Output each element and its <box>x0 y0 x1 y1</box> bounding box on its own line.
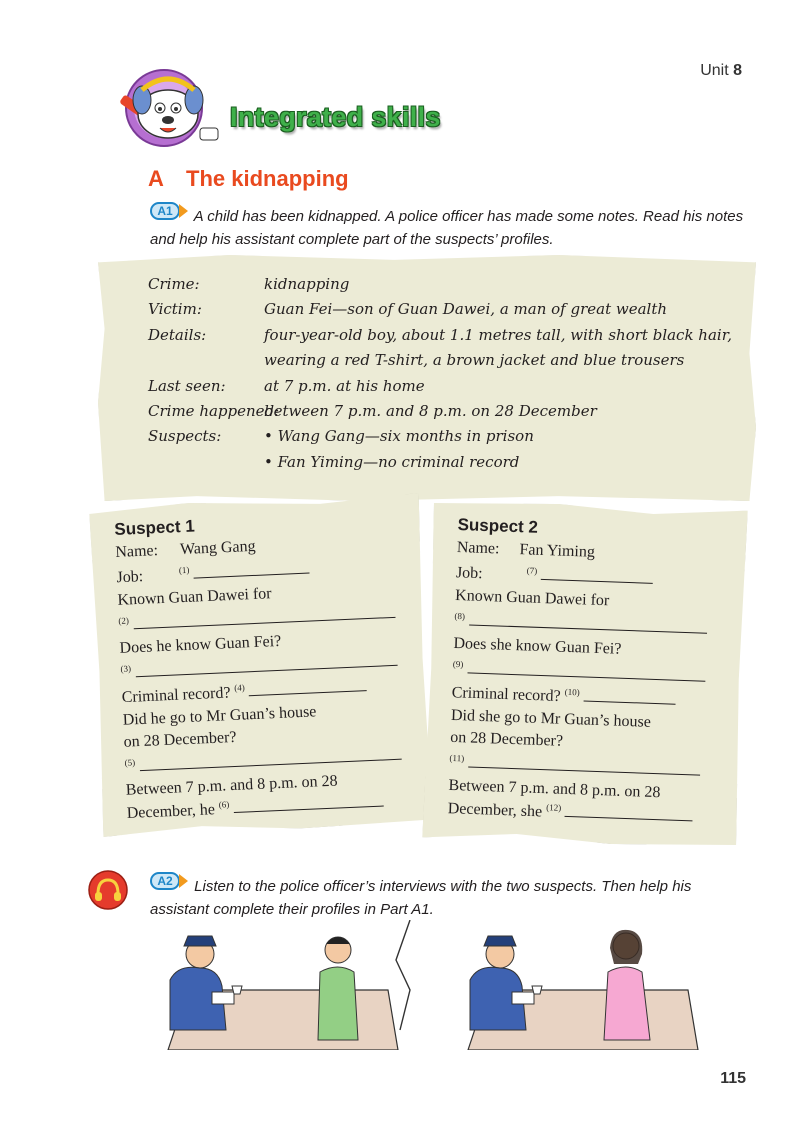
a1-instruction-block <box>150 201 750 251</box>
headphones-icon <box>88 870 128 910</box>
answer-blank-9[interactable] <box>467 661 705 682</box>
notes-value: • Fan Yiming—no criminal record <box>264 452 520 471</box>
suspect1-between-text: Between 7 p.m. and 8 p.m. on 28 <box>125 772 338 799</box>
a2-instruction: Listen to the police officer’s interviews with the two suspects. Then help his assistant complete their profiles in Part A1. <box>150 878 692 918</box>
answer-blank-3[interactable] <box>135 653 397 677</box>
blank-number: (4) <box>234 682 245 693</box>
job-label: Job: <box>455 564 483 583</box>
a2-tag <box>150 871 190 891</box>
answer-blank-2[interactable] <box>133 605 395 629</box>
notes-value: between 7 p.m. and 8 p.m. on 28 December <box>264 402 597 421</box>
blank-number: (6) <box>218 799 230 810</box>
notes-label <box>148 450 264 475</box>
suspect1-known-row <box>118 604 395 635</box>
unit-number: 8 <box>733 62 742 79</box>
suspect2-job-row <box>456 563 654 589</box>
suspect2-name: Fan Yiming <box>519 541 596 561</box>
blank-number: (11) <box>449 752 465 764</box>
play-arrow-icon <box>179 874 188 888</box>
notes-label: Crime: <box>148 275 200 293</box>
answer-blank-8[interactable] <box>469 613 707 634</box>
blank-number: (10) <box>564 686 580 698</box>
name-label: Name: <box>115 542 159 561</box>
notes-value: Guan Fei—son of Guan Dawei, a man of great wealth <box>264 300 668 319</box>
interview-scenes-illustration <box>148 920 748 1050</box>
notes-row <box>148 323 732 348</box>
a1-tag <box>150 201 190 221</box>
answer-blank-12[interactable] <box>565 804 693 821</box>
answer-blank-5[interactable] <box>139 747 401 771</box>
blank-number: (2) <box>118 615 130 626</box>
blank-number: (9) <box>452 658 464 670</box>
notes-row <box>148 424 732 449</box>
suspect1-known-label: Known Guan Dawei for <box>117 585 272 609</box>
answer-blank-1[interactable] <box>193 561 309 579</box>
answer-blank-11[interactable] <box>468 755 700 776</box>
notes-label: Crime happened: <box>148 402 280 421</box>
notes-label <box>148 348 264 373</box>
notes-row <box>148 297 732 322</box>
suspect1-title: Suspect 1 <box>114 516 196 539</box>
suspect1-profile <box>114 507 427 823</box>
notes-value: wearing a red T-shirt, a brown jacket and blue trousers <box>264 351 685 370</box>
suspect2-between-text: Between 7 p.m. and 8 p.m. on 28 <box>448 776 661 802</box>
answer-blank-10[interactable] <box>583 689 675 705</box>
page-number: 115 <box>720 1070 746 1087</box>
part-title: The kidnapping <box>186 166 349 191</box>
notes-row <box>148 272 732 297</box>
blank-number: (3) <box>120 663 132 674</box>
suspect2-know-question: Does she know Guan Fei? <box>453 634 622 658</box>
suspect2-record-row <box>451 683 675 710</box>
notes-label: Details: <box>148 325 207 344</box>
a1-tag-label: A1 <box>150 202 180 220</box>
blank-number: (1) <box>178 564 190 576</box>
notes-row <box>148 374 732 399</box>
a2-instruction-block <box>150 871 750 921</box>
interview-scene-2 <box>468 930 698 1050</box>
dog-mascot-icon <box>112 66 224 148</box>
notes-label: Victim: <box>148 300 202 319</box>
answer-blank-7[interactable] <box>541 567 653 584</box>
play-arrow-icon <box>179 204 188 218</box>
police-notes <box>148 272 732 475</box>
suspect2-know-row <box>452 659 705 687</box>
suspect2-visit-date: on 28 December? <box>449 728 564 750</box>
suspect2-title: Suspect 2 <box>457 515 539 537</box>
blank-number: (5) <box>124 757 136 768</box>
suspect1-visit-question: Did he go to Mr Guan’s house <box>122 703 317 729</box>
suspect1-visit-date: on 28 December? <box>123 728 237 751</box>
suspect1-visit-row <box>124 746 401 777</box>
notes-row <box>148 450 732 475</box>
between-label: December, she <box>447 800 543 821</box>
unit-label <box>700 62 742 80</box>
blank-number: (8) <box>454 610 466 622</box>
notes-value: at 7 p.m. at his home <box>264 376 425 395</box>
notes-value: four-year-old boy, about 1.1 metres tall, with short black hair, <box>264 325 733 344</box>
notes-value: • Wang Gang—six months in prison <box>264 427 534 446</box>
answer-blank-6[interactable] <box>233 794 383 814</box>
blank-number: (7) <box>526 565 538 576</box>
suspect2-name-row <box>457 539 596 562</box>
name-label: Name: <box>456 538 500 558</box>
interview-scene-1 <box>168 936 398 1050</box>
unit-text: Unit <box>700 62 729 79</box>
notes-row <box>148 399 732 424</box>
suspect2-visit-question: Did she go to Mr Guan’s house <box>450 706 652 731</box>
part-a-heading <box>148 166 349 192</box>
notes-value: kidnapping <box>264 275 350 293</box>
between-label: December, he <box>126 801 216 823</box>
suspect1-name: Wang Gang <box>179 537 256 559</box>
suspect1-record-row <box>121 677 367 707</box>
notes-label: Suspects: <box>148 427 222 446</box>
notes-row <box>148 348 732 373</box>
suspect1-name-row <box>115 538 256 562</box>
suspect1-job-row <box>116 560 310 588</box>
suspect2-visit-row <box>449 753 700 781</box>
a2-tag-label: A2 <box>150 872 180 890</box>
suspect2-profile <box>448 515 738 825</box>
section-title: Integrated skills <box>230 102 441 132</box>
blank-number: (12) <box>546 802 562 813</box>
suspect2-known-row <box>454 611 707 639</box>
answer-blank-4[interactable] <box>249 678 367 696</box>
notes-label: Last seen: <box>148 376 226 395</box>
part-letter: A <box>148 166 164 191</box>
suspect1-know-question: Does he know Guan Fei? <box>119 632 282 657</box>
record-label: Criminal record? <box>121 684 231 707</box>
record-label: Criminal record? <box>451 684 561 706</box>
job-label: Job: <box>116 568 144 587</box>
a1-instruction: A child has been kidnapped. A police officer has made some notes. Read his notes and help his assistant complete part of the suspects’ profiles. <box>150 208 744 248</box>
suspect2-known-label: Known Guan Dawei for <box>454 586 610 610</box>
